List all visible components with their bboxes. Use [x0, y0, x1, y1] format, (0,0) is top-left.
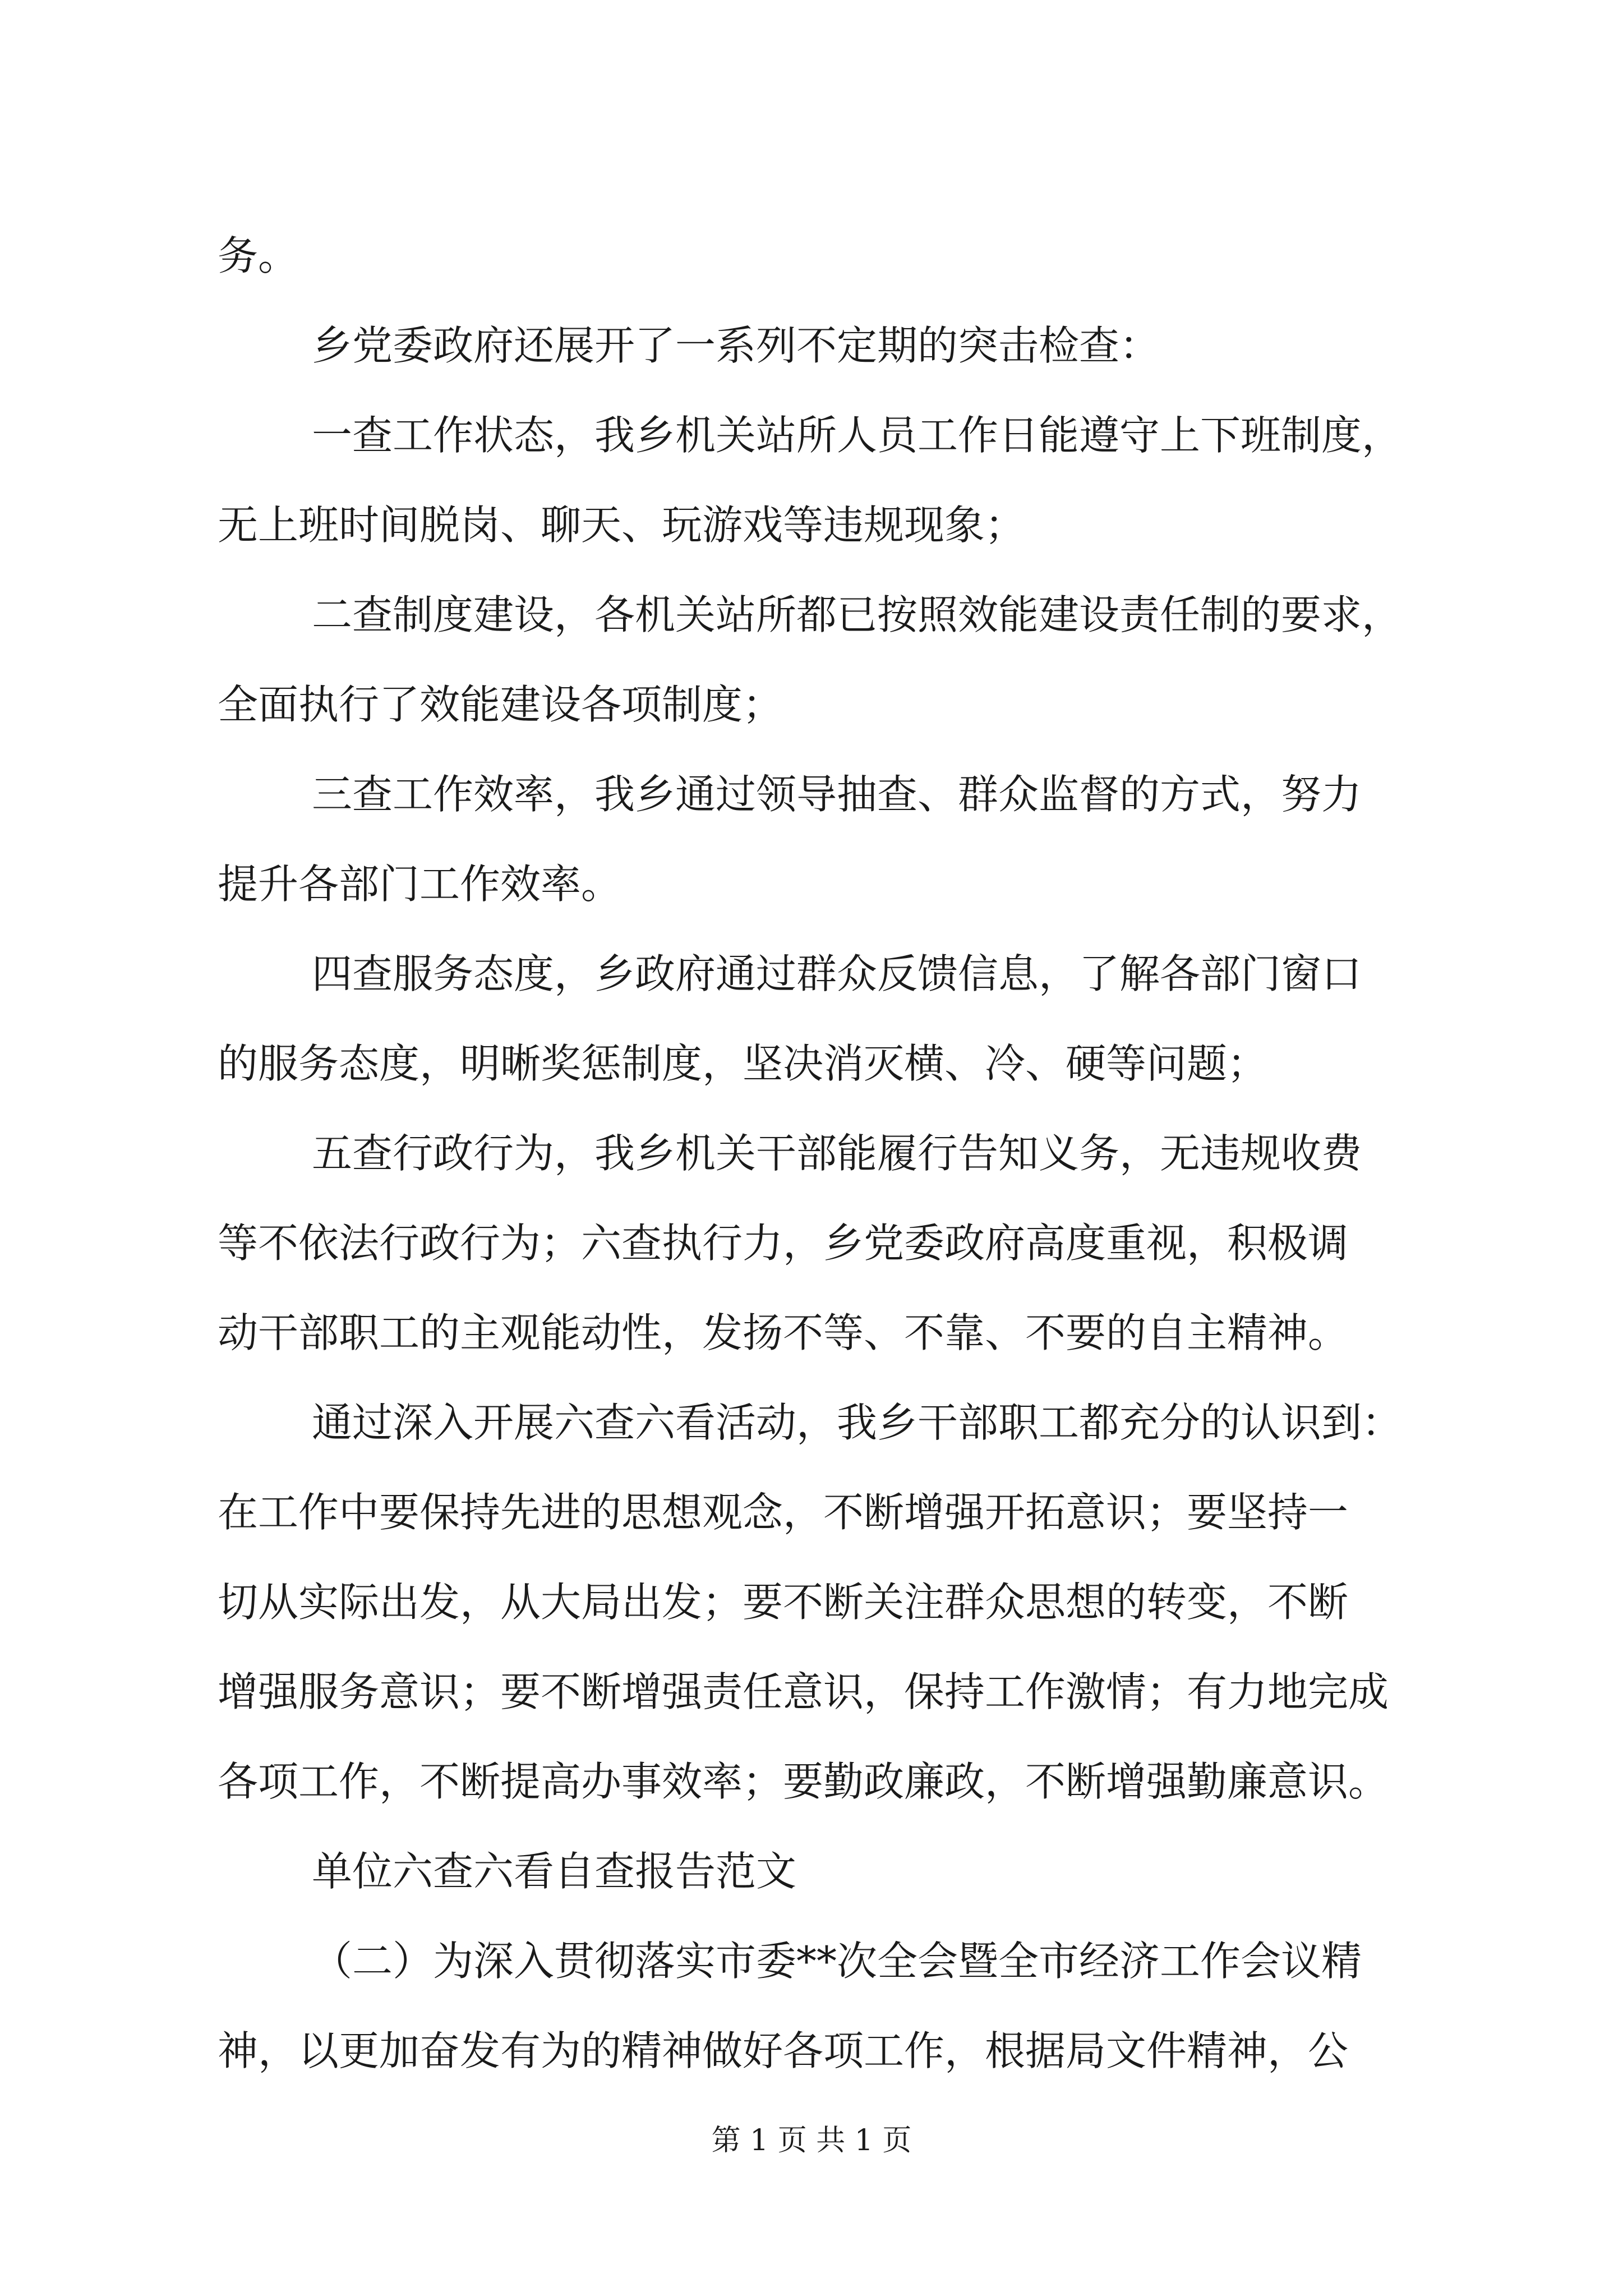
- text-line: 增强服务意识；要不断增强责任意识，保持工作激情；有力地完成: [218, 1668, 1389, 1715]
- text-line: 通过深入开展六查六看活动，我乡干部职工都充分的认识到：: [312, 1399, 1403, 1446]
- text-line: 在工作中要保持先进的思想观念，不断增强开拓意识；要坚持一: [218, 1489, 1349, 1536]
- text-line: 四查服务态度，乡政府通过群众反馈信息，了解各部门窗口: [312, 950, 1362, 997]
- text-line: 全面执行了效能建设各项制度；: [218, 681, 783, 728]
- text-line: 等不依法行政行为；六查执行力，乡党委政府高度重视，积极调: [218, 1220, 1349, 1267]
- text-line: 单位六查六看自查报告范文: [312, 1848, 797, 1895]
- text-line: 务。: [218, 232, 299, 279]
- text-line: 五查行政行为，我乡机关干部能履行告知义务，无违规收费: [312, 1130, 1362, 1177]
- text-line: 无上班时间脱岗、聊天、玩游戏等违规现象；: [218, 501, 1026, 549]
- text-line: 二查制度建设，各机关站所都已按照效能建设责任制的要求，: [312, 591, 1403, 638]
- text-line: 三查工作效率，我乡通过领导抽查、群众监督的方式，努力: [312, 771, 1362, 818]
- text-line: （二）为深入贯彻落实市委**次全会暨全市经济工作会议精: [312, 1938, 1362, 1985]
- text-line: 切从实际出发，从大局出发；要不断关注群众思想的转变，不断: [218, 1579, 1349, 1626]
- text-line: 一查工作状态，我乡机关站所人员工作日能遵守上下班制度，: [312, 412, 1403, 459]
- text-line: 的服务态度，明晰奖惩制度，坚决消灭横、冷、硬等问题；: [218, 1040, 1268, 1087]
- page-footer: 第 1 页 共 1 页: [711, 2124, 912, 2157]
- text-line: 神，以更加奋发有为的精神做好各项工作，根据局文件精神，公: [218, 2027, 1349, 2074]
- text-line: 动干部职工的主观能动性，发扬不等、不靠、不要的自主精神。: [218, 1309, 1349, 1356]
- text-line: 各项工作，不断提高办事效率；要勤政廉政，不断增强勤廉意识。: [218, 1758, 1389, 1805]
- text-line: 乡党委政府还展开了一系列不定期的突击检查：: [312, 322, 1160, 369]
- text-line: 提升各部门工作效率。: [218, 861, 622, 908]
